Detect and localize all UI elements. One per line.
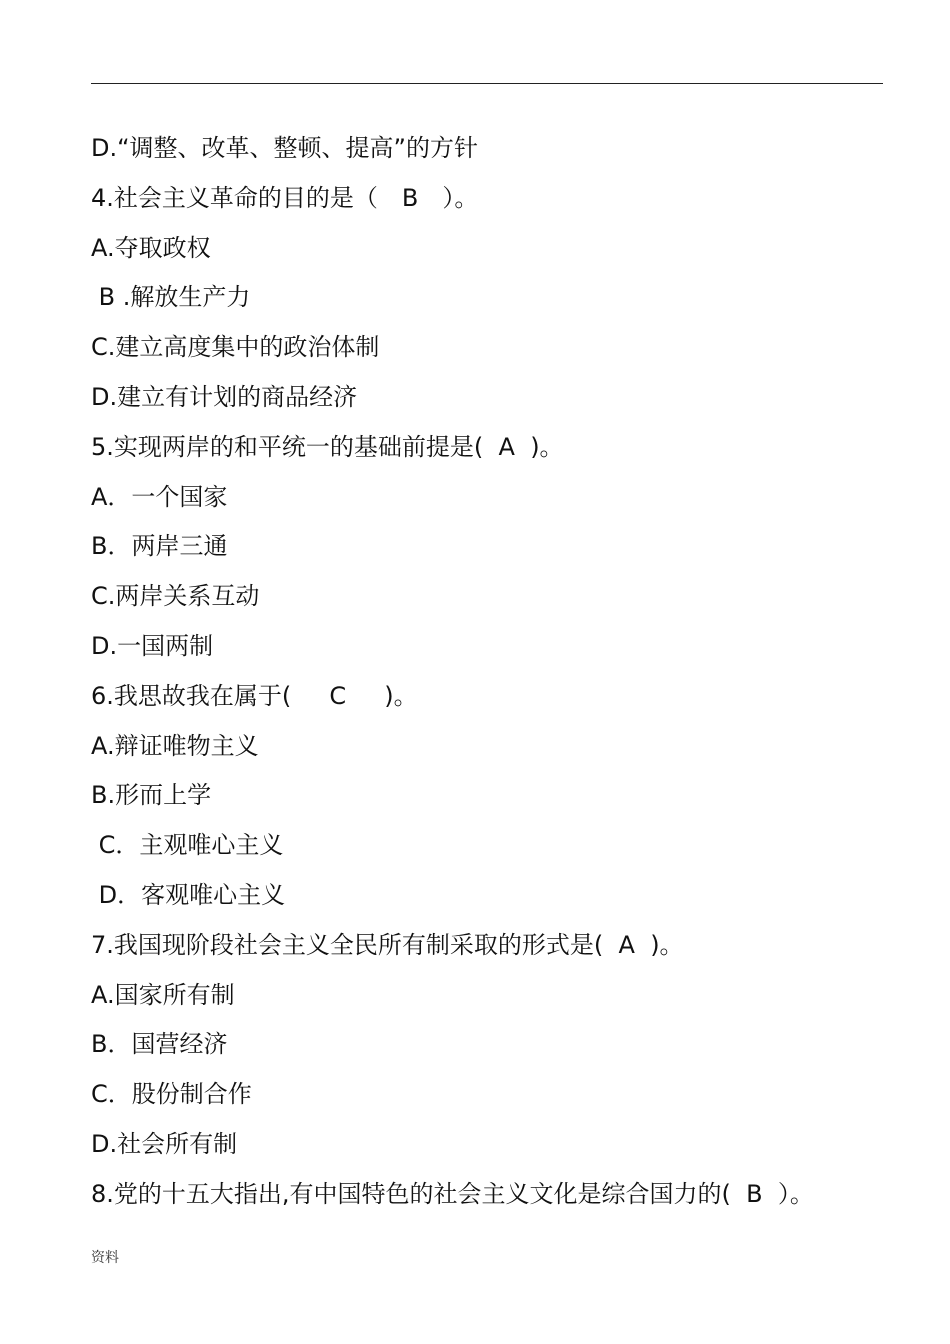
option-text: A．一个国家 (91, 482, 228, 511)
option-text: D.社会所有制 (91, 1129, 238, 1158)
option-text: B．两岸三通 (91, 532, 228, 561)
option-text: A.夺取政权 (91, 233, 211, 262)
option-text: D.“调整、改革、整顿、提高”的方针 (91, 134, 478, 162)
option-text: A.辩证唯物主义 (91, 731, 259, 760)
option-text: D.一国两制 (91, 631, 214, 660)
option-text: B.形而上学 (91, 781, 212, 810)
question-text: 8.党的十五大指出,有中国特色的社会主义文化是综合国力的( B ）。 (91, 1179, 814, 1208)
document-body (91, 124, 891, 1220)
option-text: A.国家所有制 (91, 980, 235, 1009)
option-text: D．客观唯心主义 (91, 880, 286, 909)
option-text: C．主观唯心主义 (91, 831, 284, 860)
question-text: 7.我国现阶段社会主义全民所有制采取的形式是( A )。 (91, 930, 684, 959)
question-text: 4.社会主义革命的目的是（ B ）。 (91, 183, 479, 212)
header-rule (91, 83, 883, 84)
question-text: 5.实现两岸的和平统一的基础前提是( A )。 (91, 432, 564, 461)
option-text: C.建立高度集中的政治体制 (91, 333, 380, 362)
option-text: B．国营经济 (91, 1030, 228, 1059)
option-text: C．股份制合作 (91, 1080, 252, 1109)
page-footer: 资料 (91, 1250, 119, 1266)
option-text: D.建立有计划的商品经济 (91, 382, 358, 411)
option-text: C.两岸关系互动 (91, 582, 260, 611)
question-text: 6.我思故我在属于( C )。 (91, 681, 418, 710)
option-text: B .解放生产力 (91, 283, 251, 312)
